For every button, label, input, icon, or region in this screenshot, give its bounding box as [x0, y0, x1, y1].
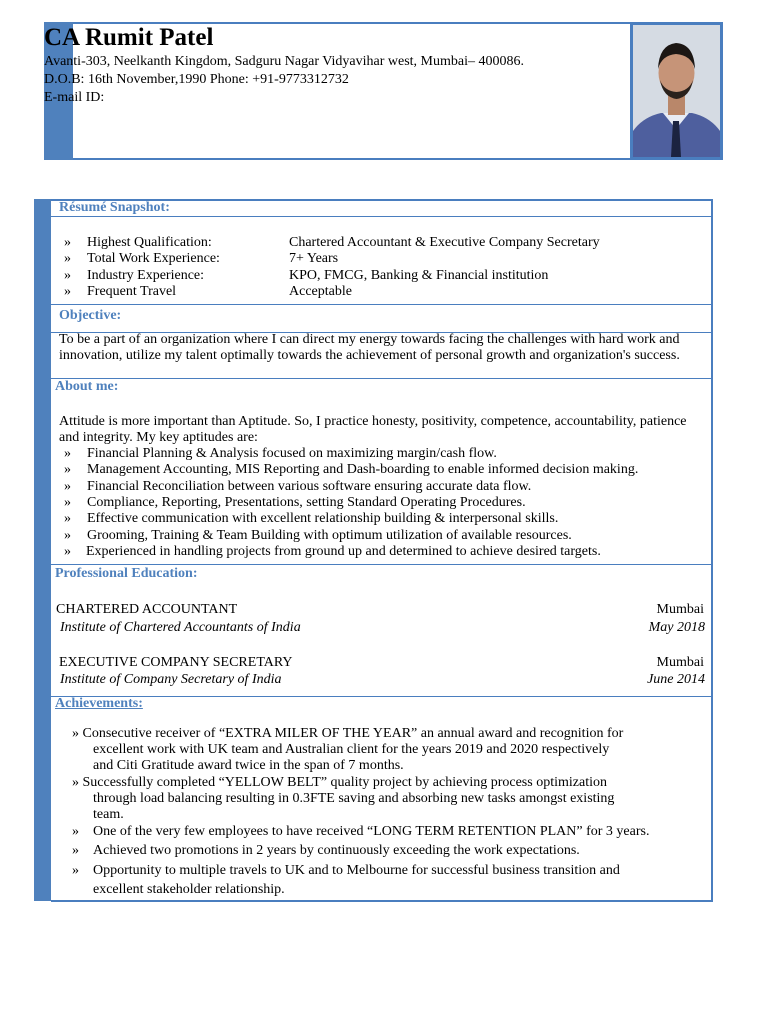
about-intro-line: and integrity. My key aptitudes are:: [59, 430, 258, 445]
bullet-icon: »: [64, 479, 71, 494]
bullet-icon: »: [72, 843, 79, 858]
achievement-line: Achieved two promotions in 2 years by continuously exceeding the work expectations.: [93, 843, 580, 858]
snapshot-heading: Résumé Snapshot:: [59, 200, 170, 215]
aptitude-item: Experienced in handling projects from ground up and determined to achieve desired targets.: [86, 544, 601, 559]
bullet-icon: »: [72, 824, 79, 839]
snapshot-value: Acceptable: [289, 284, 352, 299]
bullet-icon: »: [64, 446, 71, 461]
bullet-icon: »: [64, 462, 71, 477]
aptitude-item: Effective communication with excellent relationship building & interpersonal skills.: [87, 511, 559, 526]
snapshot-label: Total Work Experience:: [87, 251, 220, 266]
achievement-line: team.: [93, 807, 124, 822]
aptitude-item: Financial Reconciliation between various software ensuring accurate data flow.: [87, 479, 532, 494]
achievement-line: excellent stakeholder relationship.: [93, 882, 285, 897]
bullet-icon: »: [64, 495, 71, 510]
education-date: June 2014: [647, 672, 705, 687]
divider: [51, 304, 713, 305]
bullet-icon: »: [64, 284, 71, 299]
candidate-name: CA Rumit Patel: [44, 24, 214, 51]
achievement-line: through load balancing resulting in 0.3FTE saving and absorbing new tasks amongst existing: [93, 791, 615, 806]
aptitude-item: Financial Planning & Analysis focused on maximizing margin/cash flow.: [87, 446, 497, 461]
address-line: Avanti-303, Neelkanth Kingdom, Sadguru Nagar Vidyavihar west, Mumbai– 400086.: [44, 54, 524, 69]
achievement-line: » Successfully completed “YELLOW BELT” quality project by achieving process optimization: [72, 775, 607, 790]
objective-text-line: To be a part of an organization where I can direct my energy towards facing the challenges with hard work and: [59, 332, 680, 347]
divider: [51, 378, 713, 379]
snapshot-value: 7+ Years: [289, 251, 339, 266]
education-institute: Institute of Company Secretary of India: [60, 672, 282, 687]
education-heading: Professional Education:: [55, 566, 198, 581]
dob-phone-line: D.O.B: 16th November,1990 Phone: +91-9773312732: [44, 72, 349, 87]
bullet-icon: »: [64, 544, 71, 559]
snapshot-value: Chartered Accountant & Executive Company Secretary: [289, 235, 600, 250]
education-institute: Institute of Chartered Accountants of India: [60, 620, 301, 635]
bullet-icon: »: [64, 528, 71, 543]
person-portrait-icon: [633, 25, 720, 157]
education-city: Mumbai: [656, 602, 704, 617]
bullet-icon: »: [64, 511, 71, 526]
bullet-icon: »: [64, 235, 71, 250]
achievements-heading: Achievements:: [55, 696, 143, 711]
achievement-line: One of the very few employees to have received “LONG TERM RETENTION PLAN” for 3 years.: [93, 824, 650, 839]
divider: [51, 696, 713, 697]
aptitude-item: Compliance, Reporting, Presentations, setting Standard Operating Procedures.: [87, 495, 526, 510]
education-degree: CHARTERED ACCOUNTANT: [56, 602, 238, 617]
education-date: May 2018: [648, 620, 705, 635]
about-heading: About me:: [55, 379, 119, 394]
aptitude-item: Grooming, Training & Team Building with optimum utilization of available resources.: [87, 528, 572, 543]
achievement-line: Opportunity to multiple travels to UK and to Melbourne for successful business transition and: [93, 863, 620, 878]
bullet-icon: »: [64, 251, 71, 266]
email-line: E-mail ID:: [44, 90, 105, 105]
education-degree: EXECUTIVE COMPANY SECRETARY: [59, 655, 293, 670]
achievement-line: excellent work with UK team and Australian client for the years 2019 and 2020 respectively: [93, 742, 610, 757]
education-city: Mumbai: [656, 655, 704, 670]
about-intro-line: Attitude is more important than Aptitude. So, I practice honesty, positivity, competence, accountability, patience: [59, 414, 687, 429]
snapshot-label: Frequent Travel: [87, 284, 177, 299]
snapshot-label: Highest Qualification:: [87, 235, 212, 250]
bullet-icon: »: [72, 863, 79, 878]
profile-photo: [630, 22, 723, 160]
achievement-line: and Citi Gratitude award twice in the span of 7 months.: [93, 758, 404, 773]
left-accent-bar: [34, 199, 51, 901]
bullet-icon: »: [64, 268, 71, 283]
achievement-line: » Consecutive receiver of “EXTRA MILER OF THE YEAR” an annual award and recognition for: [72, 726, 624, 741]
objective-text-line: innovation, utilize my talent optimally towards the achievement of personal growth and organization's success.: [59, 348, 680, 363]
snapshot-value: KPO, FMCG, Banking & Financial institution: [289, 268, 549, 283]
divider: [51, 216, 713, 217]
snapshot-label: Industry Experience:: [87, 268, 205, 283]
objective-heading: Objective:: [59, 308, 122, 323]
aptitude-item: Management Accounting, MIS Reporting and Dash-boarding to enable informed decision making.: [87, 462, 639, 477]
